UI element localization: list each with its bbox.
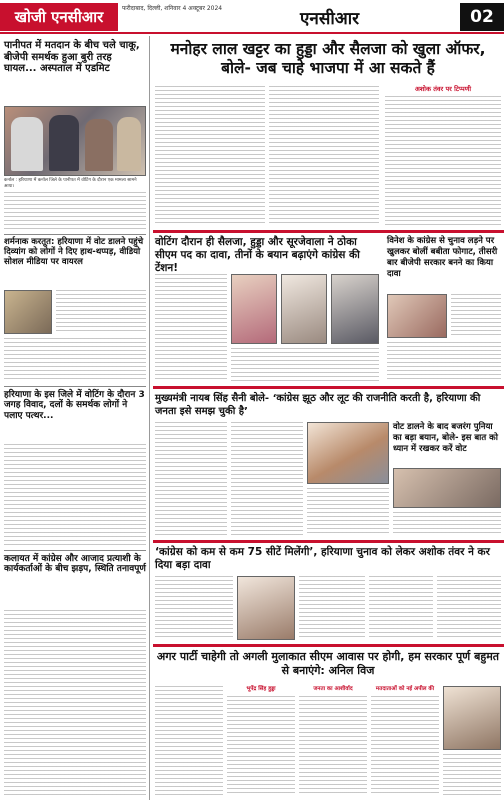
story7-body-col3 — [299, 696, 367, 796]
story2-body-col1 — [155, 274, 227, 382]
story2-photo-3 — [331, 274, 379, 344]
section-title: एनसीआर — [300, 9, 360, 29]
lead-headline: मनोहर लाल खट्टर का हुड्डा और सैलजा को खुला ऑफर, बोले- जब चाहे भाजपा में आ सकते हैं — [170, 40, 486, 77]
masthead — [0, 0, 504, 34]
left-story1-body — [4, 192, 146, 230]
story7-body-col4 — [371, 696, 439, 796]
story4-photo — [307, 422, 389, 484]
lead-body-col3 — [385, 96, 501, 226]
story2-headline: वोटिंग दौरान ही सैलजा, हुड्डा और सूरजेवाला ने ठोका सीएम पद का दावा, तीनों के बयान बढ़ाएंगे कांग्रेस की टेंशन! — [155, 236, 360, 274]
story3-body-a — [451, 294, 501, 338]
story3-body-b — [387, 342, 501, 382]
left-story3-body — [4, 444, 146, 546]
left-story3-headline: हरियाणा के इस जिले में वोटिंग के दौरान 3 जगह विवाद, दलों के समर्थक लोगों ने पलाए पत्थर... — [4, 390, 145, 421]
story6-body-col3 — [369, 576, 433, 640]
story4-body-col2 — [231, 422, 303, 536]
lead-body-col2 — [269, 86, 379, 226]
story7-body-col2 — [227, 696, 295, 796]
page-number: 02 — [460, 3, 504, 31]
story4-headline: मुख्यमंत्री नायब सिंह सैनी बोले- ‘कांग्रेस झूठ और लूट की राजनीति करती है, हरियाणा की जनता इसे समझ चुकी है’ — [155, 393, 481, 417]
story2-photo-2 — [281, 274, 327, 344]
left-story2-body-b — [4, 338, 146, 382]
main-area — [153, 36, 504, 800]
story2-photo-1 — [231, 274, 277, 344]
story7-inline-head-2: जनता का आशीर्वाद — [313, 686, 353, 692]
story7-headline: अगर पार्टी चाहेगी तो अगली मुलाकात सीएम आवास पर होगी, हम सरकार पूर्ण बहुमत से बनाएंगे: अनिल विज — [156, 650, 500, 677]
story2-body-col2 — [231, 348, 379, 382]
story6-body-col1 — [155, 576, 233, 640]
story7-inline-head-3: मतदाताओं को नई अपील की — [375, 686, 435, 692]
story7-body-col5 — [443, 754, 501, 796]
story3-headline: विनेश के कांग्रेस से चुनाव लड़ने पर खुलकर बोलीं बबीता फोगाट, तीसरी बार बीजेपी सरकार बनने का किया दावा — [387, 236, 498, 279]
story4-body-col3 — [307, 488, 389, 536]
left-story2-headline: शर्मनाक करतूत: हरियाणा में वोट डालने पहुंचे दिव्यांग को लोगों ने दिए हाथ-थप्पड़, वीडियो सोशल मीडिया पर वायरल — [4, 237, 144, 267]
story7-photo — [443, 686, 501, 750]
lead-body-col1 — [155, 86, 265, 226]
left-story4-headline: कलायत में कांग्रेस और आजाद प्रत्याशी के कार्यकर्ताओं के बीच झड़प, स्थिति तनावपूर्ण — [4, 554, 146, 575]
story5-body — [393, 512, 501, 536]
story6-body-col2 — [299, 576, 365, 640]
left-story2-photo — [4, 290, 52, 334]
story5-headline: वोट डालने के बाद बजरंग पुनिया का बड़ा बयान, बोले- इस बात को ध्यान में रखकर करें वोट — [393, 422, 498, 454]
left-story1-headline: पानीपत में मतदान के बीच चले चाकू, बीजेपी समर्थक हुआ बुरी तरह घायल... अस्पताल में एडमिट — [4, 40, 140, 74]
story6-photo — [237, 576, 295, 640]
left-story2-body-a — [56, 290, 146, 334]
lead-inline-head: अशोक तंवर पर टिप्पणी — [414, 85, 472, 93]
left-story4-body — [4, 610, 146, 796]
left-story1-photo — [4, 106, 146, 176]
left-column — [0, 36, 150, 800]
story7-inline-head-1: भूपेंद्र सिंह हुड्डा — [246, 686, 276, 692]
dateline: फरीदाबाद, दिल्ली, शनिवार 4 अक्टूबर 2024 — [122, 5, 223, 12]
story3-photo — [387, 294, 447, 338]
story5-photo — [393, 468, 501, 508]
left-story1-caption: कर्नाल : हरियाणा में कर्नाल जिले के पानीपत में वोटिंग के दौरान एक मामला सामने आया। — [4, 178, 137, 189]
story6-body-col4 — [437, 576, 501, 640]
story7-body-col1 — [155, 686, 223, 796]
story4-body-col1 — [155, 422, 227, 536]
brand-logo: खोजी एनसीआर — [0, 3, 118, 31]
story6-headline: ‘कांग्रेस को कम से कम 75 सीटें मिलेंगी’, हरियाणा चुनाव को लेकर अशोक तंवर ने कर दिया बड़ा दावा — [155, 546, 490, 571]
